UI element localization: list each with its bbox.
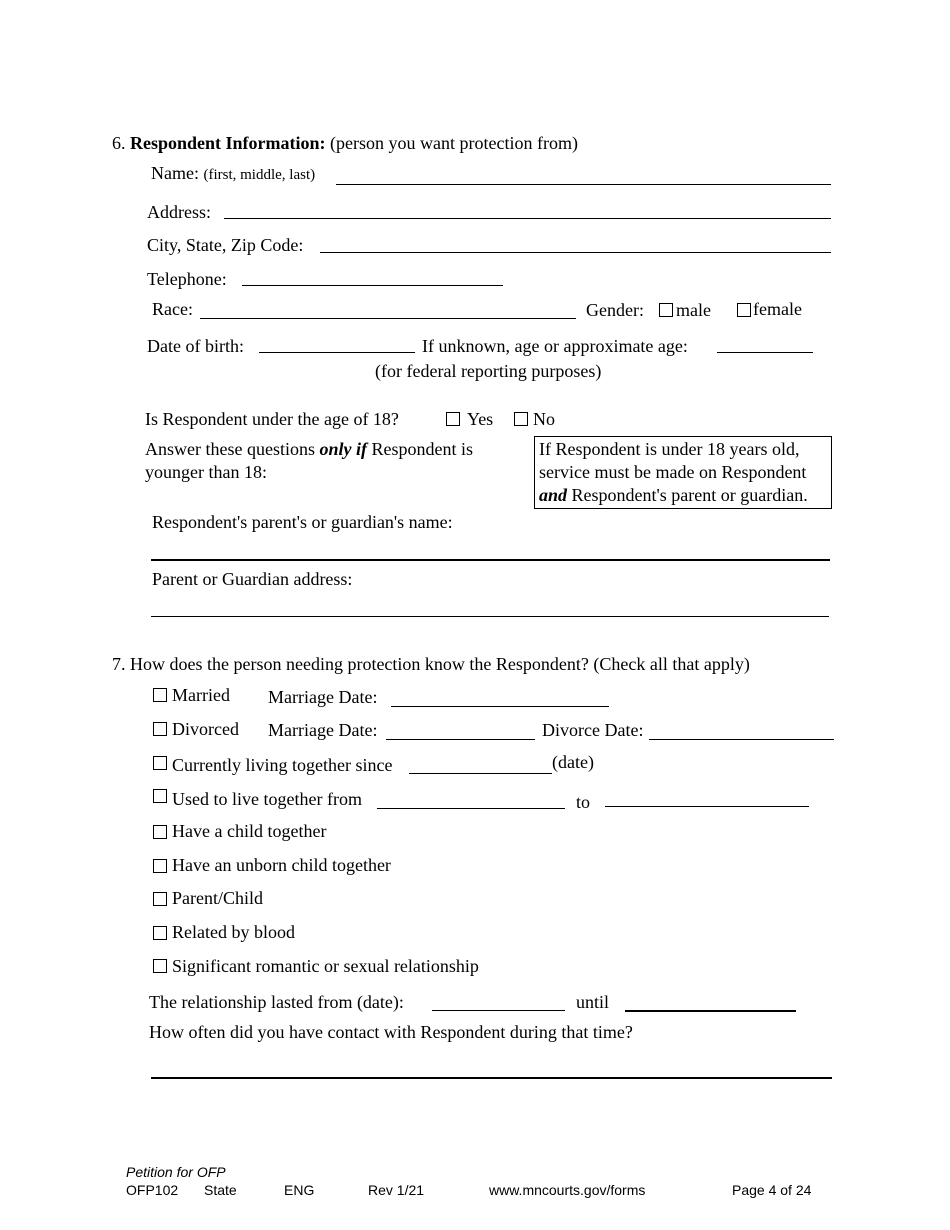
dob-field[interactable] [259, 352, 415, 353]
guardian-name-label: Respondent's parent's or guardian's name: [152, 512, 453, 532]
answer-instruction: Answer these questions only if Respondent is [145, 439, 473, 459]
contact-frequency-question: How often did you have contact with Respondent during that time? [149, 1022, 633, 1042]
divorced-marriage-date-label: Marriage Date: [268, 720, 378, 740]
section-6-title: Respondent Information: [130, 133, 326, 153]
related-by-blood-checkbox[interactable] [153, 926, 167, 940]
parent-child-label: Parent/Child [172, 888, 263, 908]
name-field[interactable] [336, 184, 831, 185]
guardian-address-label: Parent or Guardian address: [152, 569, 353, 589]
and-emphasis: and [539, 485, 568, 505]
race-label: Race: [152, 299, 193, 319]
age-field[interactable] [717, 352, 813, 353]
unborn-child-label: Have an unborn child together [172, 855, 391, 875]
footer-url[interactable]: www.mncourts.gov/forms [489, 1182, 646, 1198]
romantic-relationship-label: Significant romantic or sexual relationship [172, 956, 479, 976]
living-together-label: Currently living together since [172, 755, 393, 775]
unborn-child-checkbox[interactable] [153, 859, 167, 873]
address-label: Address: [147, 202, 211, 222]
footer-language: ENG [284, 1182, 315, 1198]
used-to-live-from-field[interactable] [377, 808, 565, 809]
name-label: Name: (first, middle, last) [151, 163, 316, 183]
telephone-label: Telephone: [147, 269, 227, 289]
section-6-heading: 6. Respondent Information: (person you want protection from) [112, 133, 578, 153]
footer-page-number: Page 4 of 24 [732, 1182, 812, 1198]
only-if-emphasis: only if [319, 439, 367, 459]
footer-form-id: OFP102 [126, 1182, 179, 1198]
under-18-yes-label: Yes [467, 409, 494, 429]
relationship-until-field[interactable] [625, 1010, 796, 1012]
under-18-yes-checkbox[interactable] [446, 412, 460, 426]
parent-child-checkbox[interactable] [153, 892, 167, 906]
minor-service-note: If Respondent is under 18 years old, service must be made on Respondent and Respondent's parent or guardian. [534, 436, 832, 509]
footer-jurisdiction: State [204, 1182, 237, 1198]
telephone-field[interactable] [242, 285, 503, 286]
living-together-checkbox[interactable] [153, 756, 167, 770]
under-18-question: Is Respondent under the age of 18? [145, 409, 399, 429]
used-to-live-checkbox[interactable] [153, 789, 167, 803]
relationship-lasted-label: The relationship lasted from (date): [149, 992, 404, 1012]
contact-frequency-field[interactable] [151, 1077, 832, 1079]
age-label: If unknown, age or approximate age: [422, 336, 688, 356]
race-field[interactable] [200, 318, 576, 319]
under-18-no-checkbox[interactable] [514, 412, 528, 426]
marriage-date-field[interactable] [391, 706, 609, 707]
divorce-date-field[interactable] [649, 739, 834, 740]
marriage-date-label: Marriage Date: [268, 687, 378, 707]
divorced-label: Divorced [172, 719, 239, 739]
relationship-from-field[interactable] [432, 1010, 565, 1011]
footer-form-title: Petition for OFP [126, 1164, 226, 1180]
gender-female-label: female [753, 299, 802, 319]
related-by-blood-label: Related by blood [172, 922, 295, 942]
gender-female-checkbox[interactable] [737, 303, 751, 317]
guardian-address-field[interactable] [151, 616, 829, 617]
living-together-date-field[interactable] [409, 773, 552, 774]
married-checkbox[interactable] [153, 688, 167, 702]
child-together-checkbox[interactable] [153, 825, 167, 839]
gender-male-checkbox[interactable] [659, 303, 673, 317]
city-label: City, State, Zip Code: [147, 235, 304, 255]
footer-revision: Rev 1/21 [368, 1182, 425, 1198]
romantic-relationship-checkbox[interactable] [153, 959, 167, 973]
married-label: Married [172, 685, 230, 705]
used-to-live-to-field[interactable] [605, 806, 809, 807]
address-field[interactable] [224, 218, 831, 219]
city-state-zip-field[interactable] [320, 252, 831, 253]
name-hint: (first, middle, last) [203, 167, 316, 183]
divorced-marriage-date-field[interactable] [386, 739, 535, 740]
gender-label: Gender: [586, 300, 644, 320]
used-to-live-label: Used to live together from [172, 789, 362, 809]
guardian-name-field[interactable] [151, 559, 830, 561]
dob-label: Date of birth: [147, 336, 244, 356]
living-together-date-suffix: (date) [552, 752, 594, 772]
relationship-until-label: until [576, 992, 610, 1012]
divorce-date-label: Divorce Date: [542, 720, 644, 740]
gender-male-label: male [676, 300, 711, 320]
section-7-heading: 7. How does the person needing protection know the Respondent? (Check all that apply) [112, 654, 750, 674]
answer-instruction-cont: younger than 18: [145, 462, 267, 482]
under-18-no-label: No [533, 409, 555, 429]
used-to-live-to-label: to [576, 792, 591, 812]
child-together-label: Have a child together [172, 821, 327, 841]
divorced-checkbox[interactable] [153, 722, 167, 736]
federal-note: (for federal reporting purposes) [375, 361, 602, 381]
